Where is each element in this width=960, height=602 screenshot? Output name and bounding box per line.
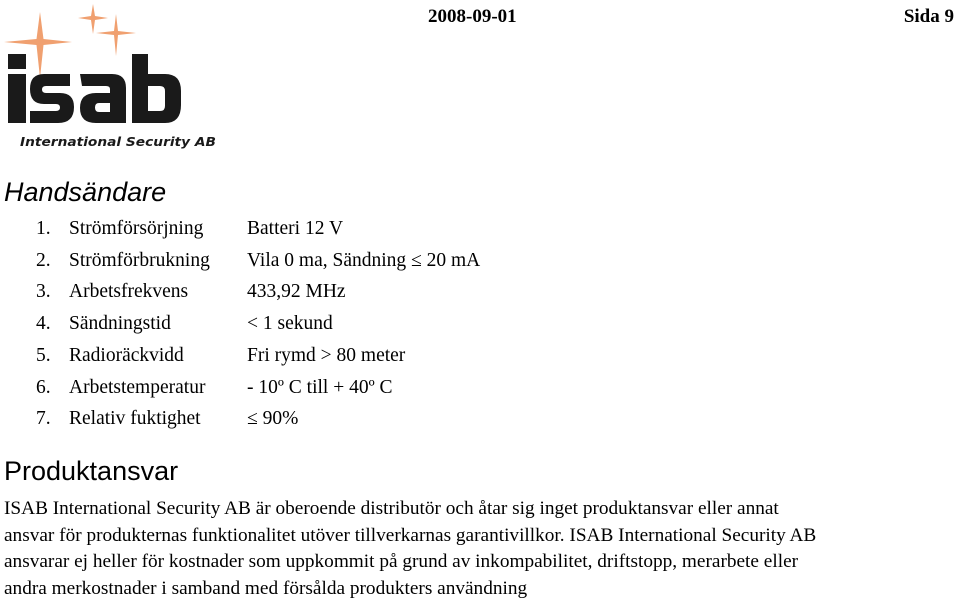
list-item-number: 6. <box>36 372 69 404</box>
list-item-label: Arbetsfrekvens <box>69 276 247 308</box>
paragraph-line: ansvarar ej heller för kostnader som uppkommit på grund av inkompabilitet, driftstopp, merarbete eller <box>4 549 960 576</box>
list-item-label: Arbetstemperatur <box>69 372 247 404</box>
list-item-number: 1. <box>36 213 69 245</box>
isab-logo <box>0 0 226 152</box>
list-item <box>36 372 480 404</box>
list-item-number: 3. <box>36 276 69 308</box>
list-item <box>36 245 480 277</box>
list-item-value: 433,92 MHz <box>247 276 346 308</box>
list-item-label: Relativ fuktighet <box>69 403 247 435</box>
star-icon <box>96 14 136 56</box>
produktansvar-paragraph <box>4 496 960 602</box>
list-item-label: Radioräckvidd <box>69 340 247 372</box>
header-page-number: Sida 9 <box>904 6 954 28</box>
paragraph-line: andra merkostnader i samband med försålda produkters användning <box>4 576 960 602</box>
list-item <box>36 213 480 245</box>
paragraph-line: ISAB International Security AB är oberoende distributör och åtar sig inget produktansvar eller annat <box>4 496 960 523</box>
list-item-value: < 1 sekund <box>247 308 333 340</box>
list-item-label: Strömförsörjning <box>69 213 247 245</box>
list-item-label: Strömförbrukning <box>69 245 247 277</box>
list-item-value: Batteri 12 V <box>247 213 343 245</box>
list-item <box>36 403 480 435</box>
list-item-value: - 10º C till + 40º C <box>247 372 393 404</box>
svg-text:International Security AB: International Security AB <box>20 134 216 149</box>
spec-list <box>36 213 480 435</box>
list-item-label: Sändningstid <box>69 308 247 340</box>
section-title-handsandare: Handsändare <box>4 176 166 208</box>
list-item-value: Fri rymd > 80 meter <box>247 340 405 372</box>
list-item <box>36 308 480 340</box>
paragraph-line: ansvar för produkternas funktionalitet utöver tillverkarnas garantivillkor. ISAB International Security AB <box>4 523 960 550</box>
section-title-produktansvar: Produktansvar <box>4 455 178 487</box>
list-item-number: 5. <box>36 340 69 372</box>
isab-wordmark <box>8 54 181 123</box>
header-date: 2008-09-01 <box>428 6 517 28</box>
list-item <box>36 340 480 372</box>
list-item-value: ≤ 90% <box>247 403 298 435</box>
list-item <box>36 276 480 308</box>
list-item-number: 4. <box>36 308 69 340</box>
list-item-value: Vila 0 ma, Sändning ≤ 20 mA <box>247 245 480 277</box>
list-item-number: 2. <box>36 245 69 277</box>
list-item-number: 7. <box>36 403 69 435</box>
star-icon <box>78 4 108 34</box>
